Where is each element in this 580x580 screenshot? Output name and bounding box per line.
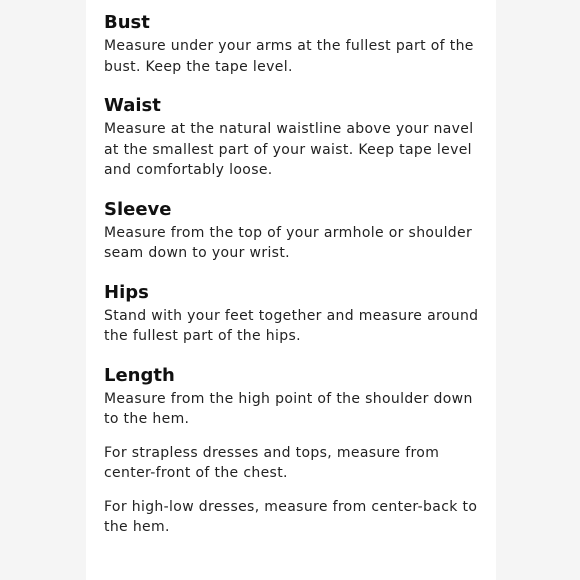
section-title: Bust: [104, 12, 150, 33]
section-bust: [104, 10, 484, 77]
note-high-low: For high-low dresses, measure from center-back to the hem.: [104, 498, 478, 535]
section-title: Waist: [104, 95, 161, 116]
section-title: Sleeve: [104, 198, 172, 220]
section-title: Length: [104, 364, 175, 386]
note-strapless: For strapless dresses and tops, measure from center-front of the chest.: [104, 444, 440, 481]
section-waist: [104, 93, 484, 181]
section-sleeve: [104, 197, 484, 264]
section-text: Measure at the natural waistline above your navel at the smallest part of your waist. Keep tape level and comfortably loose.: [104, 121, 474, 178]
section-text: Measure under your arms at the fullest part of the bust. Keep the tape level.: [104, 38, 474, 75]
section-text: Measure from the high point of the shoulder down to the hem.: [104, 390, 473, 427]
section-title: Hips: [104, 281, 149, 303]
section-length: [104, 363, 484, 430]
section-text: Stand with your feet together and measure around the fullest part of the hips.: [104, 307, 479, 344]
section-text: Measure from the top of your armhole or shoulder seam down to your wrist.: [104, 224, 473, 261]
section-hips: [104, 280, 484, 347]
size-guide-content: [104, 10, 484, 551]
